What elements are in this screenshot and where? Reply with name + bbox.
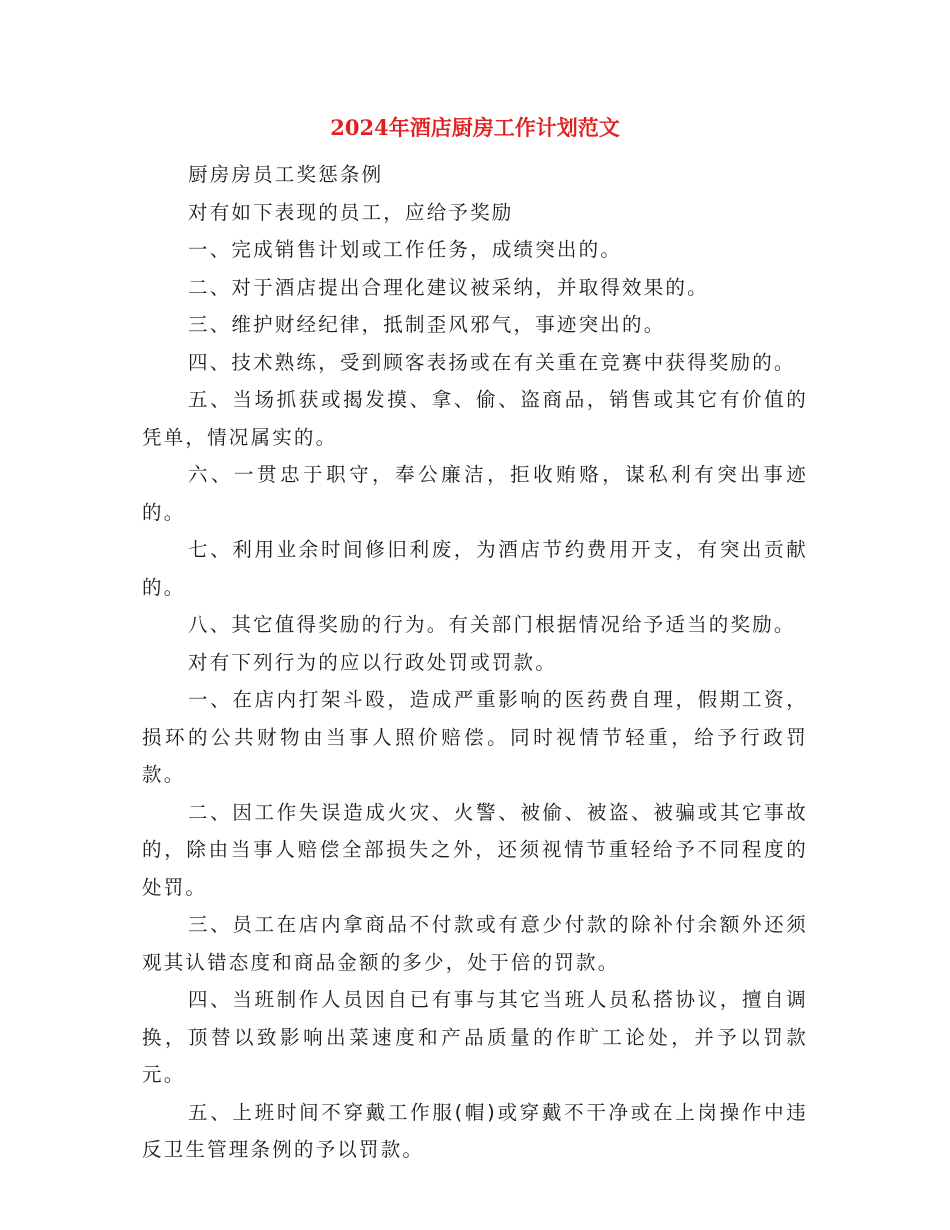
penalty-item-2: 二、因工作失误造成火灾、火警、被偷、被盗、被骗或其它事故的，除由当事人赔偿全部损失之外，还须视情节重轻给予不同程度的处罚。 [142,800,808,899]
reward-item-3: 三、维护财经纪律，抵制歪风邪气，事迹突出的。 [188,313,666,336]
section-heading: 厨房房员工奖惩条例 [188,163,384,186]
reward-item-6: 六、一贯忠于职守，奉公廉洁，拒收贿赂，谋私利有突出事迹的。 [142,463,808,524]
reward-intro: 对有如下表现的员工，应给予奖励 [188,200,514,224]
penalty-item-5: 五、上班时间不穿戴工作服(帽)或穿戴不干净或在上岗操作中违反卫生管理条例的予以罚款。 [142,1100,808,1161]
penalty-intro: 对有下列行为的应以行政处罚或罚款。 [188,650,557,674]
penalty-item-4: 四、当班制作人员因自已有事与其它当班人员私搭协议，擅自调换，顶替以致影响出菜速度和产品质量的作旷工论处，并予以罚款元。 [142,988,808,1086]
reward-item-7: 七、利用业余时间修旧利废，为酒店节约费用开支，有突出贡献的。 [142,538,808,599]
penalty-item-3: 三、员工在店内拿商品不付款或有意少付款的除补付余额外还须观其认错态度和商品金额的多少，处于倍的罚款。 [142,913,808,974]
reward-item-8: 八、其它值得奖励的行为。有关部门根据情况给予适当的奖励。 [188,613,796,636]
document-title: 2024年酒店厨房工作计划范文 [330,115,620,140]
document-body [142,156,808,1169]
reward-item-4: 四、技术熟练，受到顾客表扬或在有关重在竞赛中获得奖励的。 [188,350,796,374]
reward-item-5: 五、当场抓获或揭发摸、拿、偷、盗商品，销售或其它有价值的凭单，情况属实的。 [142,388,808,449]
penalty-item-1: 一、在店内打架斗殴，造成严重影响的医药费自理，假期工资，损环的公共财物由当事人照价赔偿。同时视情节轻重，给予行政罚款。 [142,688,808,786]
reward-item-2: 二、对于酒店提出合理化建议被采纳，并取得效果的。 [188,275,709,299]
reward-item-1: 一、完成销售计划或工作任务，成绩突出的。 [188,238,623,261]
